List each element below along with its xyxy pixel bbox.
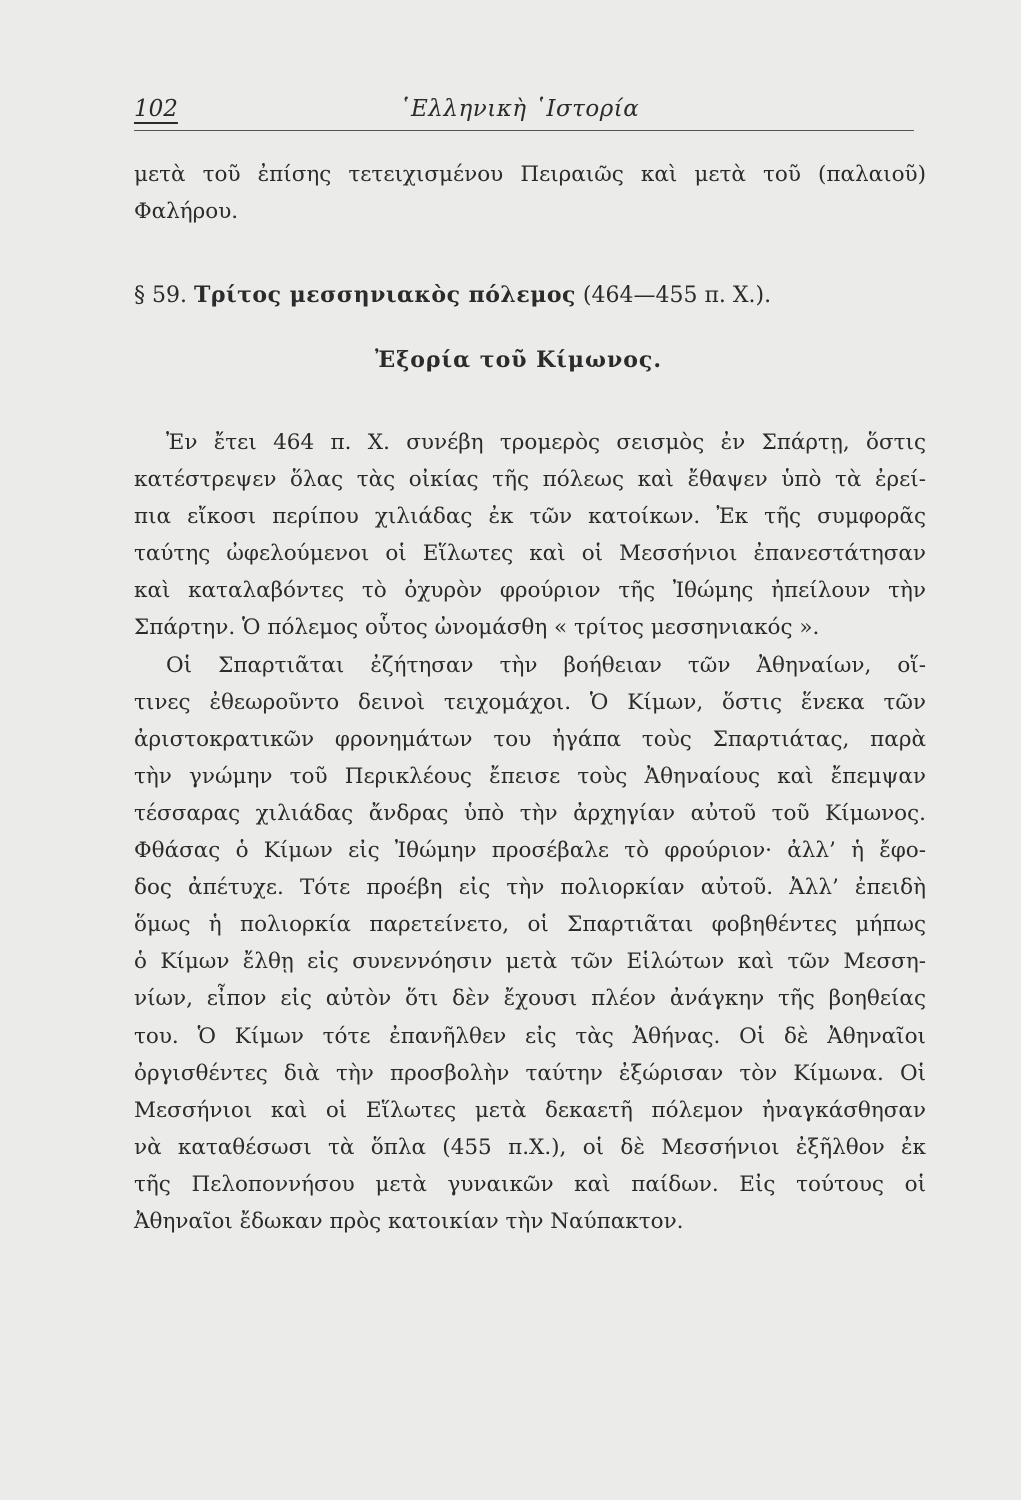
section-number: § 59.: [134, 283, 187, 308]
running-header: [134, 96, 914, 131]
text-line: δος ἀπέτυχε. Τότε προέβη εἰς τὴν πολιορκίαν αὐτοῦ. Ἀλλ’ ἐπειδὴ: [134, 875, 926, 901]
text-line: πια εἴκοσι περίπου χιλιάδας ἐκ τῶν κατοίκων. Ἐκ τῆς συμφορᾶς: [134, 504, 926, 530]
section-title: Τρίτος μεσσηνιακὸς πόλεμος: [193, 282, 576, 308]
intro-paragraph: [134, 156, 926, 230]
text-line: Ἐν ἔτει 464 π. Χ. συνέβη τρομερὸς σεισμὸς ἐν Σπάρτῃ, ὅστις: [166, 430, 926, 455]
text-line: νίων, εἶπον εἰς αὐτὸν ὅτι δὲν ἔχουσι πλέον ἀνάγκην τῆς βοηθείας: [134, 986, 926, 1012]
text-line: τὴν γνώμην τοῦ Περικλέους ἔπεισε τοὺς Ἀθηναίους καὶ ἔπεμψαν: [134, 763, 926, 789]
running-title: ῾Ελληνικὴ ῾Ιστορία: [399, 96, 640, 122]
text-line: νὰ καταθέσωσι τὰ ὅπλα (455 π.Χ.), οἱ δὲ Μεσσήνιοι ἐξῆλθον ἐκ: [134, 1134, 926, 1160]
text-line: του. Ὁ Κίμων τότε ἐπανῆλθεν εἰς τὰς Ἀθήνας. Οἱ δὲ Ἀθηναῖοι: [134, 1023, 926, 1049]
text-line: τινες ἐθεωροῦντο δεινοὶ τειχομάχοι. Ὁ Κίμων, ὅστις ἕνεκα τῶν: [134, 689, 926, 715]
section-dates: (464—455 π. Χ.).: [582, 283, 772, 308]
text-line: τέσσαρας χιλιάδας ἄνδρας ὑπὸ τὴν ἀρχηγίαν αὐτοῦ τοῦ Κίμωνος.: [134, 800, 926, 826]
subheading: Ἐξορία τοῦ Κίμωνος.: [375, 347, 662, 373]
text-line: τῆς Πελοποννήσου μετὰ γυναικῶν καὶ παίδων. Εἰς τούτους οἱ: [134, 1171, 926, 1197]
section-heading: [134, 282, 771, 308]
text-line: Φαλήρου.: [134, 199, 239, 225]
text-line: Σπάρτην. Ὁ πόλεμος οὗτος ὠνομάσθη « τρίτος μεσσηνιακός ».: [134, 615, 820, 641]
text-line: Μεσσήνιοι καὶ οἱ Εἵλωτες μετὰ δεκαετῆ πόλεμον ἠναγκάσθησαν: [134, 1097, 926, 1123]
text-line: ἀριστοκρατικῶν φρονημάτων του ἠγάπα τοὺς Σπαρτιάτας, παρὰ: [134, 726, 926, 752]
text-line: ὁ Κίμων ἔλθῃ εἰς συνεννόησιν μετὰ τῶν Εἱλώτων καὶ τῶν Μεσση-: [134, 949, 926, 975]
text-line: ὀργισθέντες διὰ τὴν προσβολὴν ταύτην ἐξώρισαν τὸν Κίμωνα. Οἱ: [134, 1060, 926, 1086]
text-line: καὶ καταλαβόντες τὸ ὀχυρὸν φρούριον τῆς Ἰθώμης ἠπείλουν τὴν: [134, 578, 926, 604]
text-line: Φθάσας ὁ Κίμων εἰς Ἰθώμην προσέβαλε τὸ φρούριον· ἀλλ’ ἡ ἔφο-: [134, 838, 926, 864]
page-number: 102: [134, 96, 178, 122]
text-line: ταύτης ὠφελούμενοι οἱ Εἵλωτες καὶ οἱ Μεσσήνιοι ἐπανεστάτησαν: [134, 541, 926, 567]
text-line: κατέστρεψεν ὅλας τὰς οἰκίας τῆς πόλεως καὶ ἔθαψεν ὑπὸ τὰ ἐρεί-: [134, 467, 926, 493]
body-text: [134, 424, 926, 1240]
text-line: Ἀθηναῖοι ἔδωκαν πρὸς κατοικίαν τὴν Ναύπακτον.: [134, 1208, 684, 1234]
text-line: μετὰ τοῦ ἐπίσης τετειχισμένου Πειραιῶς καὶ μετὰ τοῦ (παλαιοῦ): [134, 162, 926, 187]
text-line: ὅμως ἡ πολιορκία παρετείνετο, οἱ Σπαρτιᾶται φοβηθέντες μήπως: [134, 912, 926, 938]
text-line: Οἱ Σπαρτιᾶται ἐζήτησαν τὴν βοήθειαν τῶν Ἀθηναίων, οἵ-: [166, 652, 926, 678]
